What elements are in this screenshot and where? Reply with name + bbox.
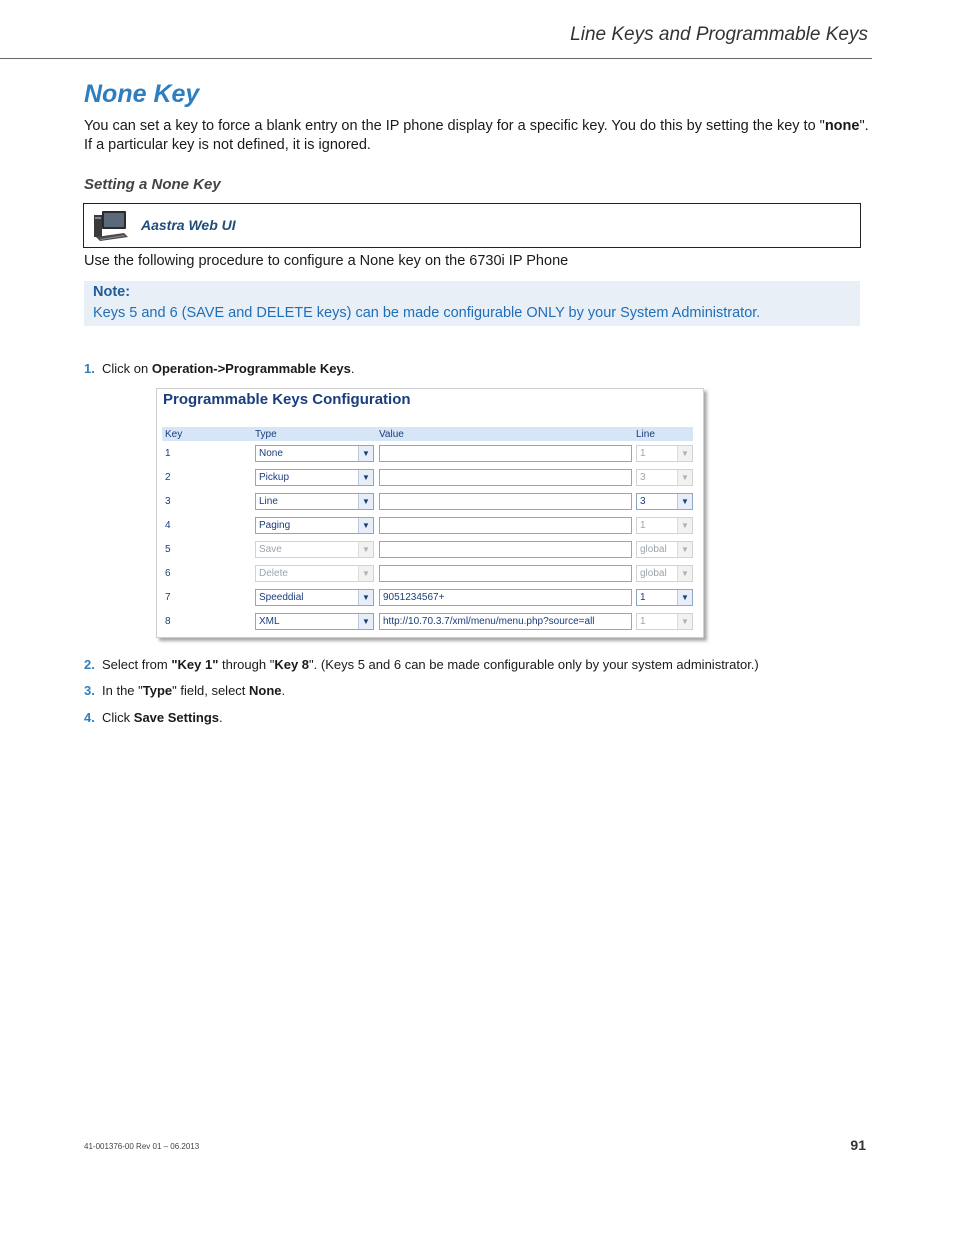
- note-title: Note:: [93, 284, 131, 300]
- step-bold: Key 8: [274, 657, 310, 672]
- value-text: 9051234567+: [383, 591, 445, 603]
- line-value: 1: [640, 591, 646, 603]
- type-value: Pickup: [259, 471, 290, 483]
- line-value: 1: [640, 615, 646, 627]
- chevron-down-icon: ▼: [677, 590, 692, 605]
- step-bold: "Key 1": [171, 657, 219, 672]
- type-value: Paging: [259, 519, 291, 531]
- column-header-key: Key: [162, 427, 252, 441]
- type-value: XML: [259, 615, 280, 627]
- table-row: [162, 441, 693, 465]
- table-row: [162, 561, 693, 585]
- step-bold: None: [249, 683, 282, 698]
- step-text: Select from: [102, 657, 172, 672]
- step-text: .: [281, 683, 286, 698]
- type-select[interactable]: [255, 517, 374, 534]
- note-box: [84, 281, 860, 326]
- line-value: global: [640, 567, 667, 579]
- key-cell: 3: [165, 495, 171, 507]
- step-text: In the ": [102, 683, 143, 698]
- subheading: Setting a None Key: [84, 176, 221, 193]
- table-row: [162, 489, 693, 513]
- note-text: Keys 5 and 6 (SAVE and DELETE keys) can be made configurable ONLY by your System Administrator.: [93, 305, 761, 321]
- step-3: [84, 683, 285, 698]
- line-select[interactable]: [636, 469, 693, 486]
- line-select[interactable]: [636, 493, 693, 510]
- step-bold: Save Settings: [133, 710, 220, 725]
- chevron-down-icon: ▼: [677, 566, 692, 581]
- value-input[interactable]: [379, 613, 632, 630]
- column-header-value: Value: [376, 427, 633, 441]
- chevron-down-icon: ▼: [358, 470, 373, 485]
- line-select[interactable]: [636, 517, 693, 534]
- step-1: [84, 361, 355, 376]
- step-text: .: [350, 361, 355, 376]
- chevron-down-icon: ▼: [677, 470, 692, 485]
- step-text: ". (Keys 5 and 6 can be made configurable only by your system administrator.): [309, 657, 759, 672]
- line-value: 1: [640, 447, 646, 459]
- section-title: None Key: [84, 80, 200, 108]
- line-select[interactable]: [636, 589, 693, 606]
- value-input[interactable]: [379, 541, 632, 558]
- type-value: Line: [259, 495, 278, 507]
- page-number: 91: [850, 1137, 866, 1153]
- key-cell: 6: [165, 567, 171, 579]
- table-row: [162, 537, 693, 561]
- step-text: through ": [218, 657, 275, 672]
- key-cell: 5: [165, 543, 171, 555]
- chevron-down-icon: ▼: [358, 446, 373, 461]
- running-header: Line Keys and Programmable Keys: [570, 24, 868, 45]
- chevron-down-icon: ▼: [677, 518, 692, 533]
- intro-text-1: You can set a key to force a blank entry on the IP phone display for a specific key. You do this by setting the key to ": [84, 118, 825, 134]
- line-value: 3: [640, 495, 646, 507]
- step-text: .: [219, 710, 223, 725]
- type-select[interactable]: [255, 445, 374, 462]
- intro-paragraph: [84, 117, 874, 155]
- type-value: Speeddial: [259, 591, 304, 603]
- table-header-row: [162, 427, 693, 441]
- step-number: 3.: [84, 683, 95, 698]
- chevron-down-icon: ▼: [358, 590, 373, 605]
- type-value: Save: [259, 543, 282, 555]
- line-value: 1: [640, 519, 646, 531]
- chevron-down-icon: ▼: [677, 494, 692, 509]
- step-2: [84, 657, 759, 672]
- key-cell: 8: [165, 615, 171, 627]
- line-value: 3: [640, 471, 646, 483]
- intro-bold: none: [824, 118, 860, 134]
- chevron-down-icon: ▼: [358, 566, 373, 581]
- key-cell: 4: [165, 519, 171, 531]
- line-select[interactable]: [636, 541, 693, 558]
- line-select[interactable]: [636, 565, 693, 582]
- type-value: None: [259, 447, 283, 459]
- webui-label: Aastra Web UI: [141, 217, 236, 233]
- type-value: Delete: [259, 567, 288, 579]
- screenshot-title: Programmable Keys Configuration: [163, 391, 411, 408]
- chevron-down-icon: ▼: [358, 614, 373, 629]
- chevron-down-icon: ▼: [677, 542, 692, 557]
- key-cell: 2: [165, 471, 171, 483]
- type-select[interactable]: [255, 493, 374, 510]
- step-number: 1.: [84, 361, 95, 376]
- keys-table: [162, 427, 693, 633]
- key-cell: 1: [165, 447, 171, 459]
- procedure-intro: Use the following procedure to configure a None key on the 6730i IP Phone: [84, 253, 569, 269]
- step-number: 2.: [84, 657, 95, 672]
- webui-banner: [83, 203, 861, 248]
- chevron-down-icon: ▼: [677, 614, 692, 629]
- type-select[interactable]: [255, 613, 374, 630]
- table-row: [162, 513, 693, 537]
- value-input[interactable]: [379, 445, 632, 462]
- footer-doc-id: 41-001376-00 Rev 01 – 06.2013: [84, 1142, 200, 1151]
- header-rule: [0, 58, 872, 59]
- step-bold: Type: [142, 683, 173, 698]
- value-input[interactable]: [379, 517, 632, 534]
- step-bold: Operation->Programmable Keys: [151, 361, 351, 376]
- column-header-line: Line: [633, 427, 693, 441]
- type-select[interactable]: [255, 565, 374, 582]
- value-text: http://10.70.3.7/xml/menu/menu.php?source=all: [383, 615, 595, 627]
- value-input[interactable]: [379, 565, 632, 582]
- type-select[interactable]: [255, 589, 374, 606]
- step-4: [84, 710, 223, 725]
- table-row: [162, 609, 693, 633]
- computer-icon: [90, 209, 130, 243]
- chevron-down-icon: ▼: [358, 494, 373, 509]
- step-text: Click on: [102, 361, 152, 376]
- line-select[interactable]: [636, 445, 693, 462]
- programmable-keys-screenshot: [156, 388, 704, 638]
- type-select[interactable]: [255, 469, 374, 486]
- line-value: global: [640, 543, 667, 555]
- table-row: [162, 585, 693, 609]
- step-text: Click: [102, 710, 134, 725]
- key-cell: 7: [165, 591, 171, 603]
- chevron-down-icon: ▼: [358, 518, 373, 533]
- step-text: " field, select: [172, 683, 250, 698]
- column-header-type: Type: [252, 427, 376, 441]
- step-number: 4.: [84, 710, 95, 725]
- line-select[interactable]: [636, 613, 693, 630]
- type-select[interactable]: [255, 541, 374, 558]
- chevron-down-icon: ▼: [358, 542, 373, 557]
- value-input[interactable]: [379, 589, 632, 606]
- table-row: [162, 465, 693, 489]
- value-input[interactable]: [379, 493, 632, 510]
- value-input[interactable]: [379, 469, 632, 486]
- chevron-down-icon: ▼: [677, 446, 692, 461]
- intro-text-2: ". If a particular key is not defined, it is ignored.: [84, 118, 869, 153]
